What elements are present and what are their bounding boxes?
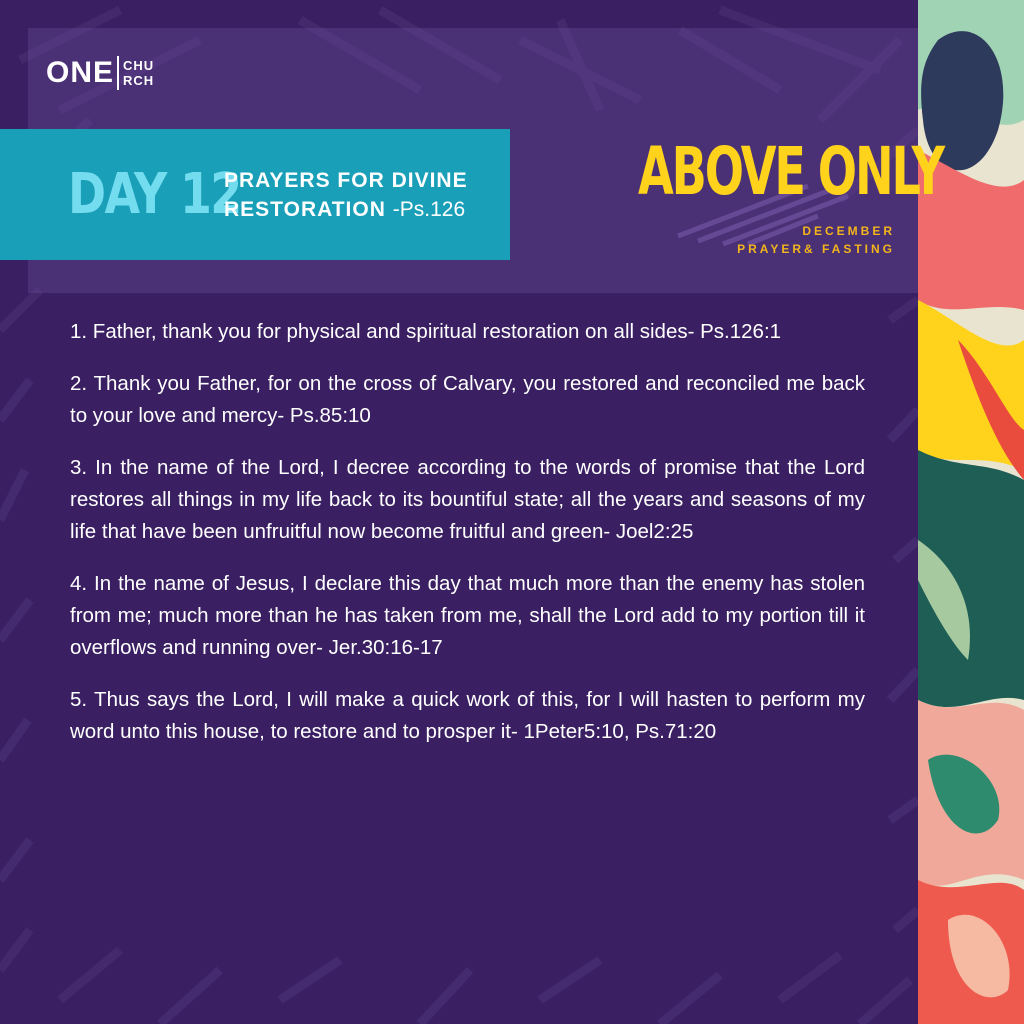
campaign-month: DECEMBER	[802, 224, 895, 238]
logo-divider	[117, 56, 119, 90]
campaign-prayer-fasting: PRAYER& FASTING	[737, 242, 895, 256]
prayer-item-3: 3. In the name of the Lord, I decree according to the words of promise that the Lord restores all things in my life back to its bountiful state; all the years and seasons of my life that have been unfruitful now become fruitful and green- Joel2:25	[70, 456, 865, 543]
logo-church-line2: RCH	[123, 73, 155, 88]
logo-church-line1: CHU	[123, 58, 155, 73]
campaign-title: ABOVE ONLY	[638, 133, 944, 210]
logo-church-text	[123, 58, 154, 88]
campaign-logo	[638, 126, 944, 266]
day-topic-reference: -Ps.126	[392, 198, 466, 221]
campaign-subtitle	[737, 222, 895, 258]
prayer-item-2: 2. Thank you Father, for on the cross of Calvary, you restored and reconciled me back to your love and mercy- Ps.85:10	[70, 372, 865, 427]
church-logo	[46, 56, 154, 90]
prayer-item-1: 1. Father, thank you for physical and spiritual restoration on all sides- Ps.126:1	[70, 320, 782, 343]
prayer-item-4: 4. In the name of Jesus, I declare this day that much more than the enemy has stolen from me; much more than he has taken from me, shall the Lord add to my portion till it overflows and running over- Jer.30:16-17	[70, 572, 865, 659]
day-topic-restoration: RESTORATION	[224, 198, 386, 221]
day-number: DAY 12	[68, 162, 241, 227]
prayer-item-5: 5. Thus says the Lord, I will make a quick work of this, for I will hasten to perform my word unto this house, to restore and to prosper it- 1Peter5:10, Ps.71:20	[70, 688, 865, 743]
logo-one-text: ONE	[46, 56, 115, 89]
prayer-list	[70, 316, 865, 768]
day-topic-line2	[224, 195, 468, 224]
day-topic-line1: PRAYERS FOR DIVINE	[224, 169, 468, 192]
day-topic	[224, 166, 468, 224]
